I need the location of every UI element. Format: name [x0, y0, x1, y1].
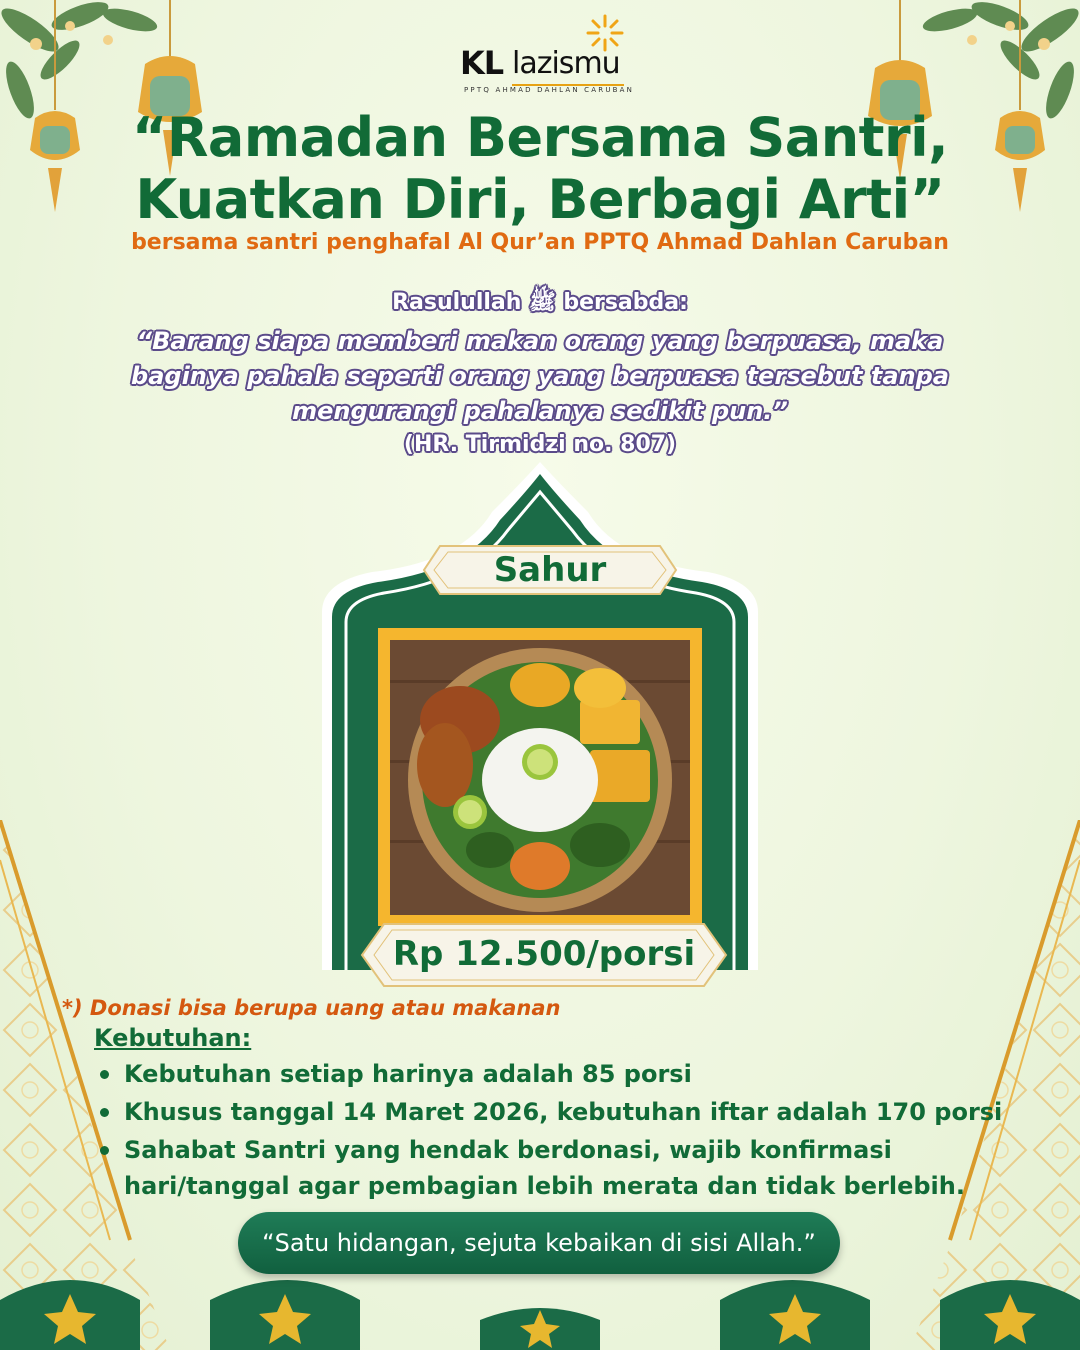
meal-label: Sahur — [420, 540, 680, 600]
logo-kl: KL — [460, 44, 504, 82]
leaf-icon — [0, 0, 159, 122]
lazismu-logo — [458, 14, 635, 100]
price-badge: Rp 12.500/porsi — [358, 920, 730, 990]
logo-name: lazismu — [512, 46, 620, 81]
logo-subtext: PPTQ AHMAD DAHLAN CARUBAN — [464, 86, 635, 94]
needs-item: Khusus tanggal 14 Maret 2026, kebutuhan iftar adalah 170 porsi — [98, 1094, 1018, 1130]
headline-subtitle: bersama santri penghafal Al Qur’an PPTQ Ahmad Dahlan Caruban — [131, 230, 949, 255]
hadith-quote: “Barang siapa memberi makan orang yang berpuasa, maka baginya pahala seperti orang yang berpuasa tersebut tanpa mengurangi pahalanya sedikit pun.” — [131, 327, 949, 425]
needs-title: Kebutuhan: — [94, 1024, 252, 1052]
hadith-intro: Rasulullah ﷺ bersabda: — [392, 290, 688, 315]
hadith-reference: (HR. Tirmidzi no. 807) — [403, 432, 677, 457]
slogan-pill: “Satu hidangan, sejuta kebaikan di sisi Allah.” — [238, 1212, 840, 1274]
donation-note: *) Donasi bisa berupa uang atau makanan — [62, 996, 561, 1020]
food-photo — [390, 640, 690, 915]
needs-list — [98, 1056, 1018, 1206]
headline-line-1: “Ramadan Bersama Santri, — [131, 106, 949, 169]
needs-item: Kebutuhan setiap harinya adalah 85 porsi — [98, 1056, 1018, 1092]
needs-item: Sahabat Santri yang hendak berdonasi, wajib konfirmasi hari/tanggal agar pembagian lebih merata dan tidak berlebih. — [98, 1132, 1018, 1204]
headline-line-2: Kuatkan Diri, Berbagi Arti” — [135, 168, 945, 231]
star-ornament-icon — [44, 1294, 1036, 1348]
